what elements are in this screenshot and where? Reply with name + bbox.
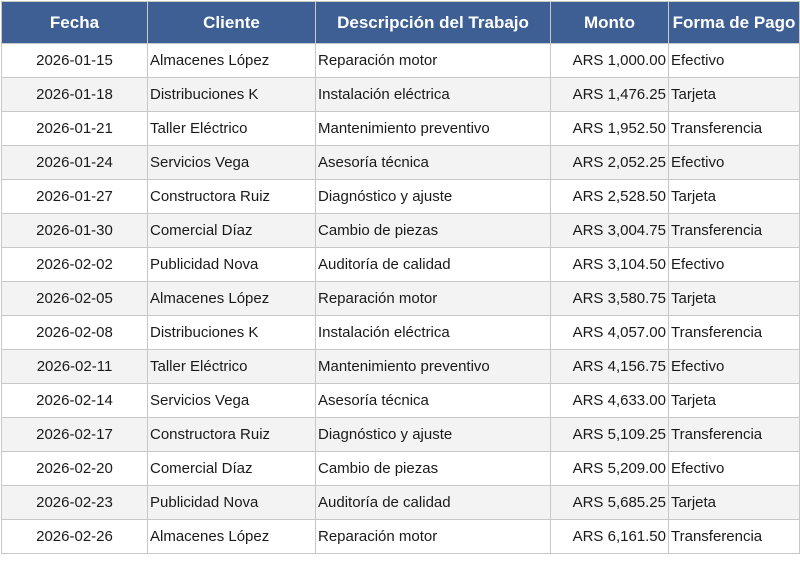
header-fecha[interactable]: Fecha [2,2,148,44]
table-row [2,486,800,520]
cell-descripcion[interactable]: Instalación eléctrica [316,78,551,112]
cell-fecha[interactable]: 2026-02-23 [2,486,148,520]
table-row [2,112,800,146]
table-body [2,44,800,554]
table-row [2,452,800,486]
cell-descripcion[interactable]: Reparación motor [316,44,551,78]
cell-cliente[interactable]: Taller Eléctrico [148,112,316,146]
cell-descripcion[interactable]: Instalación eléctrica [316,316,551,350]
cell-monto[interactable]: ARS 1,476.25 [551,78,669,112]
cell-cliente[interactable]: Publicidad Nova [148,248,316,282]
cell-cliente[interactable]: Publicidad Nova [148,486,316,520]
cell-fecha[interactable]: 2026-01-27 [2,180,148,214]
cell-monto[interactable]: ARS 6,161.50 [551,520,669,554]
cell-forma-pago[interactable]: Transferencia [669,418,800,452]
cell-fecha[interactable]: 2026-02-17 [2,418,148,452]
cell-forma-pago[interactable]: Efectivo [669,146,800,180]
cell-fecha[interactable]: 2026-02-20 [2,452,148,486]
cell-forma-pago[interactable]: Transferencia [669,112,800,146]
cell-cliente[interactable]: Almacenes López [148,44,316,78]
cell-monto[interactable]: ARS 1,000.00 [551,44,669,78]
cell-forma-pago[interactable]: Tarjeta [669,78,800,112]
header-cliente[interactable]: Cliente [148,2,316,44]
table-row [2,78,800,112]
cell-descripcion[interactable]: Mantenimiento preventivo [316,112,551,146]
table-row [2,316,800,350]
table-row [2,350,800,384]
cell-cliente[interactable]: Distribuciones K [148,316,316,350]
cell-monto[interactable]: ARS 5,209.00 [551,452,669,486]
cell-forma-pago[interactable]: Efectivo [669,452,800,486]
cell-monto[interactable]: ARS 5,685.25 [551,486,669,520]
table-row [2,418,800,452]
cell-forma-pago[interactable]: Transferencia [669,316,800,350]
header-row [2,2,800,44]
table-row [2,214,800,248]
cell-monto[interactable]: ARS 4,156.75 [551,350,669,384]
cell-cliente[interactable]: Almacenes López [148,520,316,554]
header-forma-pago[interactable]: Forma de Pago [669,2,800,44]
cell-cliente[interactable]: Constructora Ruiz [148,418,316,452]
cell-monto[interactable]: ARS 4,633.00 [551,384,669,418]
cell-forma-pago[interactable]: Tarjeta [669,384,800,418]
cell-monto[interactable]: ARS 5,109.25 [551,418,669,452]
cell-descripcion[interactable]: Diagnóstico y ajuste [316,180,551,214]
cell-fecha[interactable]: 2026-01-24 [2,146,148,180]
table-row [2,248,800,282]
table-row [2,44,800,78]
cell-monto[interactable]: ARS 3,004.75 [551,214,669,248]
cell-fecha[interactable]: 2026-01-21 [2,112,148,146]
table-header [2,2,800,44]
cell-cliente[interactable]: Comercial Díaz [148,452,316,486]
header-monto[interactable]: Monto [551,2,669,44]
cell-forma-pago[interactable]: Transferencia [669,214,800,248]
cell-descripcion[interactable]: Asesoría técnica [316,146,551,180]
cell-fecha[interactable]: 2026-02-08 [2,316,148,350]
table-row [2,520,800,554]
cell-forma-pago[interactable]: Tarjeta [669,486,800,520]
table-row [2,282,800,316]
cell-cliente[interactable]: Distribuciones K [148,78,316,112]
cell-fecha[interactable]: 2026-01-15 [2,44,148,78]
cell-cliente[interactable]: Comercial Díaz [148,214,316,248]
cell-forma-pago[interactable]: Tarjeta [669,282,800,316]
cell-fecha[interactable]: 2026-02-26 [2,520,148,554]
cell-fecha[interactable]: 2026-02-05 [2,282,148,316]
cell-forma-pago[interactable]: Transferencia [669,520,800,554]
cell-descripcion[interactable]: Cambio de piezas [316,452,551,486]
cell-descripcion[interactable]: Auditoría de calidad [316,486,551,520]
cell-forma-pago[interactable]: Efectivo [669,248,800,282]
cell-descripcion[interactable]: Cambio de piezas [316,214,551,248]
cell-forma-pago[interactable]: Efectivo [669,44,800,78]
cell-forma-pago[interactable]: Efectivo [669,350,800,384]
cell-descripcion[interactable]: Auditoría de calidad [316,248,551,282]
cell-descripcion[interactable]: Reparación motor [316,282,551,316]
cell-monto[interactable]: ARS 2,052.25 [551,146,669,180]
cell-cliente[interactable]: Almacenes López [148,282,316,316]
cell-forma-pago[interactable]: Tarjeta [669,180,800,214]
payments-table [1,1,800,554]
cell-descripcion[interactable]: Diagnóstico y ajuste [316,418,551,452]
table-row [2,180,800,214]
cell-monto[interactable]: ARS 3,104.50 [551,248,669,282]
cell-fecha[interactable]: 2026-02-11 [2,350,148,384]
cell-monto[interactable]: ARS 1,952.50 [551,112,669,146]
cell-descripcion[interactable]: Reparación motor [316,520,551,554]
cell-monto[interactable]: ARS 2,528.50 [551,180,669,214]
table-row [2,146,800,180]
cell-fecha[interactable]: 2026-01-30 [2,214,148,248]
cell-cliente[interactable]: Servicios Vega [148,146,316,180]
table-row [2,384,800,418]
cell-descripcion[interactable]: Asesoría técnica [316,384,551,418]
cell-monto[interactable]: ARS 3,580.75 [551,282,669,316]
cell-fecha[interactable]: 2026-01-18 [2,78,148,112]
cell-fecha[interactable]: 2026-02-02 [2,248,148,282]
cell-cliente[interactable]: Servicios Vega [148,384,316,418]
cell-cliente[interactable]: Taller Eléctrico [148,350,316,384]
cell-descripcion[interactable]: Mantenimiento preventivo [316,350,551,384]
cell-cliente[interactable]: Constructora Ruiz [148,180,316,214]
cell-fecha[interactable]: 2026-02-14 [2,384,148,418]
header-descripcion[interactable]: Descripción del Trabajo [316,2,551,44]
cell-monto[interactable]: ARS 4,057.00 [551,316,669,350]
